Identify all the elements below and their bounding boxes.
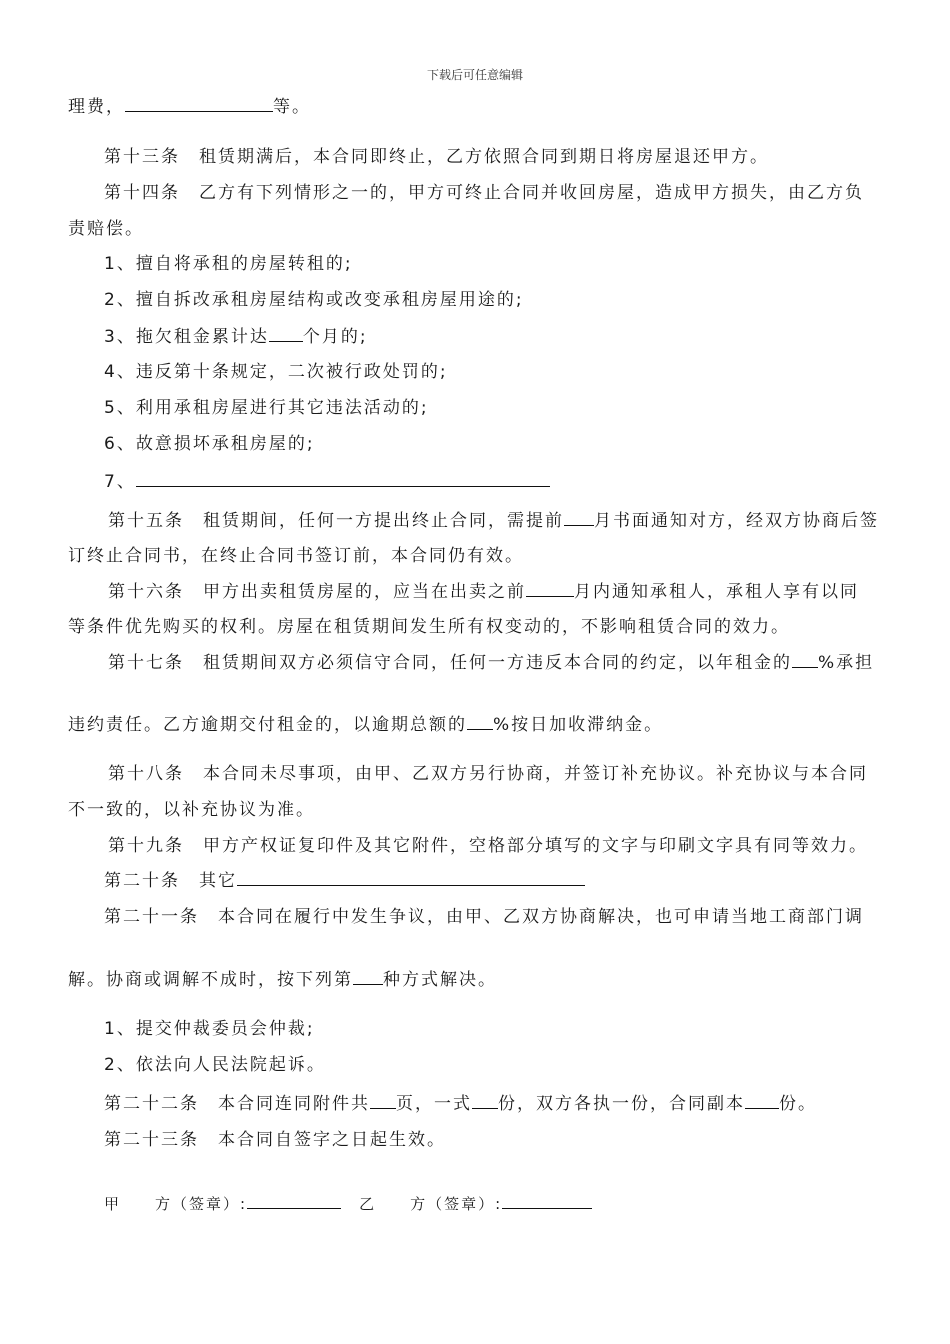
text: 种方式解决。 <box>383 970 497 990</box>
list-item: 5、利用承租房屋进行其它违法活动的; <box>104 398 429 418</box>
party-b-signature-blank <box>502 1192 592 1209</box>
blank-field <box>353 968 383 985</box>
party-b-signature-label: 乙 方（签章）: <box>359 1195 503 1213</box>
blank-field <box>467 713 493 730</box>
list-item: 1、擅自将承租的房屋转租的; <box>104 254 353 274</box>
text: 第十五条 租赁期间，任何一方提出终止合同，需提前 <box>108 511 564 531</box>
text: 个月的; <box>302 327 368 347</box>
article-16 <box>108 580 859 603</box>
blank-field <box>745 1092 779 1109</box>
blank-field <box>237 869 585 886</box>
blank-field <box>564 509 594 526</box>
dispute-option: 1、提交仲裁委员会仲裁; <box>104 1019 315 1039</box>
article-18-cont: 不一致的，以补充协议为准。 <box>68 800 315 820</box>
text: 第十七条 租赁期间双方必须信守合同，任何一方违反本合同的约定，以年租金的 <box>108 653 792 673</box>
blank-field <box>472 1092 498 1109</box>
article-17-cont <box>68 713 663 736</box>
article-19: 第十九条 甲方产权证复印件及其它附件，空格部分填写的文字与印刷文字具有同等效力。 <box>108 836 868 856</box>
blank-field <box>526 580 574 597</box>
article-20 <box>104 869 585 892</box>
text: 解。协商或调解不成时，按下列第 <box>68 970 353 990</box>
text: 页，一式 <box>396 1094 472 1114</box>
article-14-cont: 责赔偿。 <box>68 219 144 239</box>
article-13: 第十三条 租赁期满后，本合同即终止，乙方依照合同到期日将房屋退还甲方。 <box>104 147 769 167</box>
text: 份，双方各执一份，合同副本 <box>498 1094 745 1114</box>
article-21: 第二十一条 本合同在履行中发生争议，由甲、乙双方协商解决，也可申请当地工商部门调 <box>104 907 864 927</box>
text: 第二十条 其它 <box>104 871 237 891</box>
list-item: 6、故意损坏承租房屋的; <box>104 434 315 454</box>
article-15-cont: 订终止合同书，在终止合同书签订前，本合同仍有效。 <box>68 546 524 566</box>
list-item <box>104 470 550 493</box>
party-a-signature-label: 甲 方（签章）: <box>104 1195 248 1213</box>
article-21-cont <box>68 968 497 991</box>
dispute-option: 2、依法向人民法院起诉。 <box>104 1055 326 1075</box>
blank-field <box>125 95 273 112</box>
text: 月书面通知对方，经双方协商后签 <box>594 511 879 531</box>
blank-field <box>792 651 818 668</box>
article-18: 第十八条 本合同未尽事项，由甲、乙双方另行协商，并签订补充协议。补充协议与本合同 <box>108 764 868 784</box>
list-item <box>104 325 368 348</box>
blank-field <box>370 1092 396 1109</box>
page-header: 下载后可任意编辑 <box>426 68 523 82</box>
article-22 <box>104 1092 817 1115</box>
blank-field <box>269 325 303 342</box>
continuation-line <box>68 95 311 118</box>
text: 7、 <box>104 472 136 492</box>
text: %承担 <box>818 653 875 673</box>
text: 等。 <box>273 97 311 117</box>
text: %按日加收滞纳金。 <box>493 715 664 735</box>
text: 份。 <box>779 1094 817 1114</box>
party-a-signature-blank <box>247 1192 341 1209</box>
article-15 <box>108 509 879 532</box>
text: 月内通知承租人，承租人享有以同 <box>574 582 859 602</box>
text: 违约责任。乙方逾期交付租金的，以逾期总额的 <box>68 715 467 735</box>
signature-line <box>104 1192 592 1215</box>
text: 第二十二条 本合同连同附件共 <box>104 1094 370 1114</box>
list-item: 4、违反第十条规定，二次被行政处罚的; <box>104 362 448 382</box>
article-17 <box>108 651 874 674</box>
text: 第十六条 甲方出卖租赁房屋的，应当在出卖之前 <box>108 582 526 602</box>
article-23: 第二十三条 本合同自签字之日起生效。 <box>104 1130 446 1150</box>
article-16-cont: 等条件优先购买的权利。房屋在租赁期间发生所有权变动的，不影响租赁合同的效力。 <box>68 617 790 637</box>
text: 3、拖欠租金累计达 <box>104 327 269 347</box>
article-14: 第十四条 乙方有下列情形之一的，甲方可终止合同并收回房屋，造成甲方损失，由乙方负 <box>104 183 864 203</box>
blank-field <box>136 470 550 487</box>
list-item: 2、擅自拆改承租房屋结构或改变承租房屋用途的; <box>104 290 524 310</box>
text: 理费， <box>68 97 125 117</box>
